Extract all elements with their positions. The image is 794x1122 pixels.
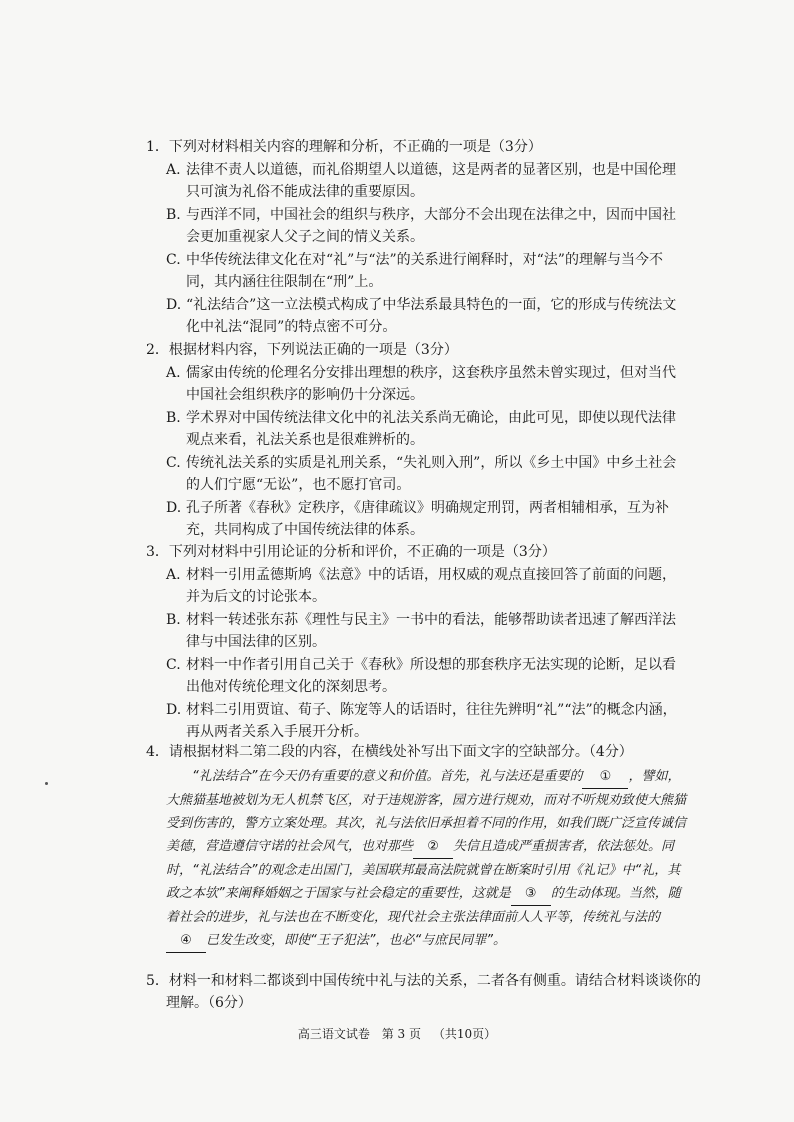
option-label: C. <box>166 455 181 471</box>
question-5 <box>146 970 701 1014</box>
passage-text: ，譬如，大熊猫基地被划为无人机禁飞区，对于违规游客，园方进行规劝，而对不听规劝致使大熊猫受到伤害的，警方立案处理。其次，礼与法依旧承担着不同的作用，如我们既广泛宣传诚信美德，营造遵信守诺的社会风气，也对那些 <box>166 769 687 854</box>
option-label: C. <box>166 252 181 268</box>
option-text: 儒家由传统的伦理名分安排出理想的秩序，这套秩序虽然未曾实现过，但对当代中国社会组织秩序的影响仍十分深远。 <box>186 365 676 403</box>
option-text: 材料一中作者引用自己关于《春秋》所设想的那套秩序无法实现的论断，足以看出他对传统伦理文化的深刻思考。 <box>186 657 676 695</box>
question-3-option-c[interactable] <box>146 654 686 698</box>
question-1-option-d[interactable] <box>146 294 686 338</box>
option-label: D. <box>166 500 182 516</box>
question-2 <box>146 339 686 541</box>
option-label: D. <box>166 702 182 718</box>
footer-page: 第 3 页 <box>381 1027 421 1041</box>
passage-text: “礼法结合”在今天仍有重要的意义和价值。首先，礼与法还是重要的 <box>192 769 583 784</box>
option-text: 中华传统法律文化在对“礼”与“法”的关系进行阐释时，对“法”的理解与当今不同，其内涵往往限制在“刑”上。 <box>186 252 663 290</box>
question-3 <box>146 541 686 743</box>
passage-text: 的生动体现。当然，随着社会的进步，礼与法也在不断变化，现代社会主张法律面前人人平等，传统礼与法的 <box>166 886 681 925</box>
question-5-stem-cont: 理解。（6分） <box>166 995 252 1011</box>
question-4-stem: 4．请根据材料二第二段的内容，在横线处补写出下面文字的空缺部分。（4分） <box>146 744 633 760</box>
option-text: 孔子所著《春秋》定秩序，《唐律疏议》明确规定刑罚，两者相辅相承，互为补充，共同构成了中国传统法律的体系。 <box>186 500 669 538</box>
option-label: A. <box>166 567 181 583</box>
question-2-stem: 2．根据材料内容，下列说法正确的一项是（3分） <box>146 342 458 358</box>
option-text: 材料一引用孟德斯鸠《法意》中的话语，用权威的观点直接回答了前面的问题，并为后文的讨论张本。 <box>186 567 676 605</box>
question-1-option-b[interactable] <box>146 204 686 248</box>
option-label: A. <box>166 365 181 381</box>
question-1 <box>146 136 686 338</box>
option-text: 材料一转述张东荪《理性与民主》一书中的看法，能够帮助读者迅速了解西洋法律与中国法律的区别。 <box>186 612 676 650</box>
page-footer <box>0 1025 794 1042</box>
option-text: 与西洋不同，中国社会的组织与秩序，大部分不会出现在法律之中，因而中国社会更加重视家人父子之间的情义关系。 <box>186 207 676 245</box>
option-text: 法律不责人以道德，而礼俗期望人以道德，这是两者的显著区别，也是中国伦理只可演为礼俗不能成法律的重要原因。 <box>186 162 676 200</box>
option-label: C. <box>166 657 181 673</box>
question-2-option-d[interactable] <box>146 497 686 541</box>
question-2-option-c[interactable] <box>146 452 686 496</box>
option-text: “礼法结合”这一立法模式构成了中华法系最具特色的一面，它的形成与传统法文化中礼法“混同”的特点密不可分。 <box>186 297 677 335</box>
question-2-option-a[interactable] <box>146 362 686 406</box>
question-3-stem: 3．下列对材料中引用论证的分析和评价，不正确的一项是（3分） <box>146 544 556 560</box>
question-1-option-a[interactable] <box>146 159 686 203</box>
option-text: 学术界对中国传统法律文化中的礼法关系尚无确论，由此可见，即使以现代法律观点来看，礼法关系也是很难辨析的。 <box>186 410 676 448</box>
option-label: A. <box>166 162 181 178</box>
question-3-option-b[interactable] <box>146 609 686 653</box>
blank-1[interactable]: ① <box>582 765 628 789</box>
option-label: B. <box>166 410 181 426</box>
option-label: D. <box>166 297 182 313</box>
question-4 <box>146 741 686 953</box>
scan-speck <box>45 782 48 785</box>
question-3-option-d[interactable] <box>146 699 686 743</box>
question-5-stem: 5．材料一和材料二都谈到中国传统中礼与法的关系，二者各有侧重。请结合材料谈谈你的 <box>146 973 701 989</box>
passage-text: 失信且造成严重损害者，依法惩处。同时，“礼法结合”的观念走出国门，美国联邦最高法院就曾在断案时引用《礼记》中“礼，其政之本欤”来阐释婚姻之于国家与社会稳定的重要性，这就是 <box>166 839 681 901</box>
blank-4[interactable]: ④ <box>166 929 206 953</box>
question-2-option-b[interactable] <box>146 407 686 451</box>
blank-2[interactable]: ② <box>413 835 453 859</box>
option-text: 材料二引用贾谊、荀子、陈宠等人的话语时，往往先辨明“礼”“法”的概念内涵，再从两者关系入手展开分析。 <box>186 702 677 740</box>
question-4-passage <box>146 765 686 953</box>
option-text: 传统礼法关系的实质是礼刑关系，“失礼则入刑”，所以《乡土中国》中乡土社会的人们宁愿“无讼”，也不愿打官司。 <box>186 455 677 493</box>
passage-text: 已发生改变，即使“王子犯法”，也必“与庶民同罪”。 <box>206 933 506 948</box>
blank-3[interactable]: ③ <box>511 882 551 906</box>
option-label: B. <box>166 612 181 628</box>
question-3-option-a[interactable] <box>146 564 686 608</box>
question-1-stem: 1．下列对材料相关内容的理解和分析，不正确的一项是（3分） <box>146 139 542 155</box>
footer-total: （共10页） <box>432 1027 497 1041</box>
question-1-option-c[interactable] <box>146 249 686 293</box>
footer-title: 高三语文试卷 <box>297 1027 370 1041</box>
option-label: B. <box>166 207 181 223</box>
